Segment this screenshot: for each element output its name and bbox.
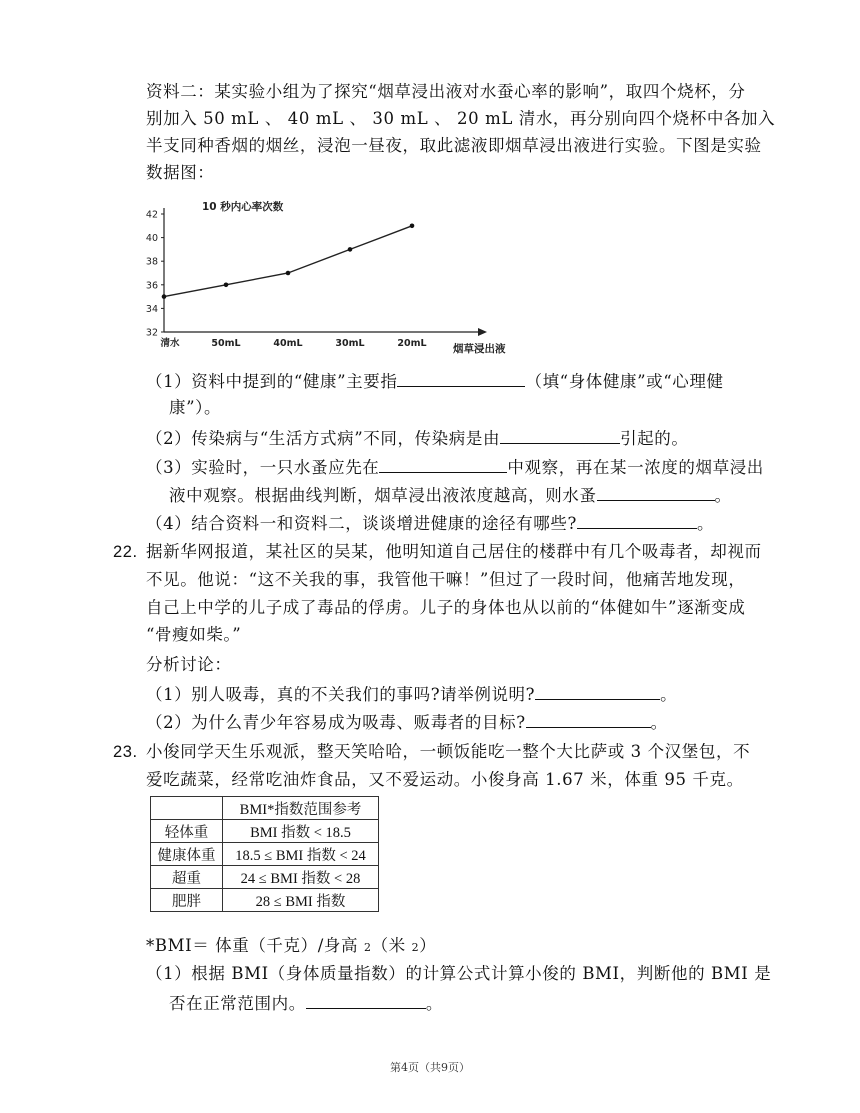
q23-part1-text-b: 否在正常范围内。: [169, 994, 306, 1013]
q21-part3-answer-blank-2[interactable]: [597, 484, 715, 501]
q21-part2-answer-blank[interactable]: [500, 427, 620, 444]
q21-part2-text-a: （2）传染病与“生活方式病”不同，传染病是由: [146, 429, 501, 448]
bmi-formula: [146, 935, 436, 959]
bmi-formula-text-c: ）: [419, 936, 437, 955]
q21-part3-text-a: （3）实验时，一只水蚤应先在: [146, 458, 380, 477]
q21-part4-text-b: 。: [696, 514, 715, 533]
q22-part2-answer-blank[interactable]: [526, 711, 651, 728]
q22-part2-text-b: 。: [650, 713, 668, 732]
q22-part1-text-b: 。: [660, 685, 678, 704]
table-cell: 肥胖: [151, 889, 223, 912]
q21-part3-text-b: 中观察，再在某一浓度的烟草浸出: [507, 458, 764, 477]
q21-part2: [146, 427, 688, 450]
data-point: [410, 224, 415, 229]
data-point: [224, 283, 229, 288]
q23-number: 23.: [113, 743, 138, 761]
table-header-row: [151, 797, 379, 820]
table-cell: 28 ≤ BMI 指数: [223, 889, 379, 912]
q22-analysis-heading: 分析讨论：: [146, 655, 232, 674]
q22-part1-answer-blank[interactable]: [535, 683, 660, 700]
q22-number: 22.: [113, 543, 138, 561]
x-axis-arrow: [478, 328, 487, 336]
data-point: [348, 247, 353, 252]
q22-part1-text-a: （1）别人吸毒，真的不关我们的事吗?请举例说明?: [146, 685, 536, 704]
q22-part2-text-a: （2）为什么青少年容易成为吸毒、贩毒者的目标?: [146, 713, 526, 732]
q22-line-3: 自己上中学的儿子成了毒品的俘虏。儿子的身体也从以前的“体健如牛”逐渐变成: [146, 598, 746, 617]
y-tick-label: 38: [145, 256, 158, 268]
series-line: [164, 226, 412, 297]
q23-part1-text-c: 。: [425, 994, 443, 1013]
q21-part1-text-a: （1）资料中提到的“健康”主要指: [146, 372, 398, 391]
data-point: [162, 294, 167, 299]
table-row: [151, 843, 379, 866]
q21-part3-line1: [146, 456, 764, 479]
bmi-reference-table: [150, 796, 379, 912]
q21-part1-answer-blank[interactable]: [397, 370, 525, 387]
q23-line-2: 爱吃蔬菜，经常吃油炸食品，又不爱运动。小俊身高 1.67 米，体重 95 千克。: [146, 770, 744, 789]
bmi-formula-text-a: *BMI＝ 体重（千克）/身高: [146, 936, 359, 955]
table-row: [151, 866, 379, 889]
q21-part4-answer-blank[interactable]: [577, 512, 697, 529]
table-header-cell: BMI*指数范围参考: [223, 797, 379, 820]
q21-part1-line2: 康”）。: [169, 398, 222, 417]
q22-line-4: “骨瘦如柴。”: [146, 625, 242, 644]
page-footer: 第4页（共9页）: [390, 1061, 470, 1074]
heart-rate-line-chart: [140, 192, 520, 360]
bmi-formula-text-b: （米: [371, 936, 406, 955]
x-tick-label: 50mL: [211, 338, 241, 349]
y-tick-label: 36: [145, 280, 158, 292]
q22-line-2: 不见。他说：“这不关我的事，我管他干嘛！”但过了一段时间，他痛苦地发现，: [146, 570, 746, 589]
table-cell: 健康体重: [151, 843, 223, 866]
y-tick-label: 42: [145, 209, 158, 221]
x-tick-label: 40mL: [273, 338, 303, 349]
chart-title: 10 秒内心率次数: [202, 201, 284, 213]
chart-xlabel: 烟草浸出液: [453, 343, 506, 355]
q23-part1-line1: （1）根据 BMI（身体质量指数）的计算公式计算小俊的 BMI，判断他的 BMI 是: [146, 964, 772, 983]
table-cell: 24 ≤ BMI 指数 < 28: [223, 866, 379, 889]
data-point: [286, 271, 291, 276]
table-cell: 超重: [151, 866, 223, 889]
x-tick-label: 20mL: [397, 338, 427, 349]
q22-part2: [146, 711, 668, 734]
q23-line-1: 小俊同学天生乐观派，整天笑哈哈，一顿饭能吃一整个大比萨或 3 个汉堡包，不: [146, 742, 751, 761]
q23-part1-line2: [169, 992, 443, 1015]
material2-line-3: 半支同种香烟的烟丝，浸泡一昼夜，取此滤液即烟草浸出液进行实验。下图是实验: [146, 136, 762, 155]
q23-part1-answer-blank[interactable]: [306, 992, 426, 1009]
y-tick-label: 40: [145, 233, 158, 245]
q21-part1-line1: [146, 370, 724, 393]
q21-part3-text-c: 液中观察。根据曲线判断，烟草浸出液浓度越高，则水蚤: [169, 486, 597, 505]
q21-part4-text-a: （4）结合资料一和资料二，谈谈增进健康的途径有哪些?: [146, 514, 577, 533]
q21-part3-answer-blank-1[interactable]: [379, 456, 507, 473]
y-tick-label: 34: [145, 303, 158, 315]
bmi-formula-sub-2: 2: [411, 941, 420, 954]
q21-part3-line2: [169, 484, 732, 507]
q21-part4: [146, 512, 714, 535]
bmi-formula-sub-1: 2: [363, 941, 372, 954]
table-cell: 轻体重: [151, 820, 223, 843]
material2-line-1: 资料二：某实验小组为了探究“烟草浸出液对水蚕心率的影响”，取四个烧杯，分: [146, 82, 746, 101]
q21-part1-text-b: （填“身体健康”或“心理健: [525, 372, 724, 391]
table-row: [151, 889, 379, 912]
x-tick-label: 清水: [160, 338, 180, 349]
table-cell: 18.5 ≤ BMI 指数 < 24: [223, 843, 379, 866]
q22-part1: [146, 683, 677, 706]
y-tick-label: 32: [145, 327, 158, 339]
q21-part3-text-d: 。: [714, 486, 732, 505]
table-row: [151, 820, 379, 843]
q22-line-1: 据新华网报道，某社区的吴某，他明知道自己居住的楼群中有几个吸毒者，却视而: [146, 542, 762, 561]
material2-line-2: 别加入 50 mL 、 40 mL 、 30 mL 、 20 mL 清水，再分别向四个烧杯中各加入: [146, 109, 776, 128]
material2-line-4: 数据图：: [146, 163, 215, 182]
table-header-cell: [151, 797, 223, 820]
table-cell: BMI 指数 < 18.5: [223, 820, 379, 843]
q21-part2-text-b: 引起的。: [620, 429, 689, 448]
x-tick-label: 30mL: [335, 338, 365, 349]
